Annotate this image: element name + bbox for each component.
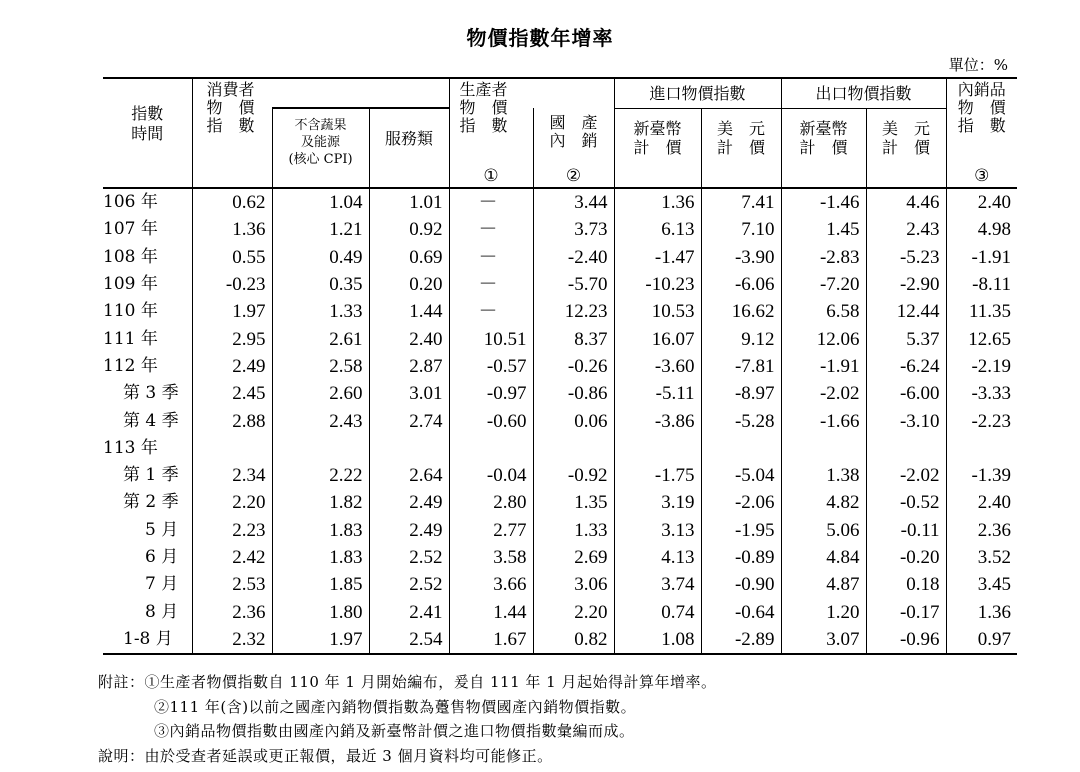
table-cell: -6.06 (701, 271, 781, 298)
table-cell: 2.40 (946, 188, 1017, 216)
table-row (103, 298, 1017, 325)
table-cell: 3.19 (614, 489, 701, 516)
ppi-footnote-mark: ① (449, 168, 533, 188)
table-row (103, 598, 1017, 625)
table-cell: -0.60 (449, 407, 533, 434)
table-cell: 2.69 (533, 544, 614, 571)
table-cell: 12.44 (866, 298, 946, 325)
table-cell: 1.36 (614, 188, 701, 216)
table-cell: 2.32 (192, 626, 272, 654)
row-label: 第 1 季 (123, 465, 179, 486)
table-cell: 2.61 (272, 325, 369, 352)
table-cell: 9.12 (701, 325, 781, 352)
table-cell: 2.60 (272, 380, 369, 407)
table-row (103, 216, 1017, 243)
header-import-usd: 美 元 計 價 (701, 108, 781, 168)
footnote-explanation: 說明：由於受查者延誤或更正報價，最近 3 個月資料均可能修正。 (98, 746, 553, 765)
table-cell: 3.07 (781, 626, 866, 654)
header-export: 出口物價指數 (781, 78, 946, 108)
table-cell: 0.97 (946, 626, 1017, 654)
table-cell (369, 435, 449, 462)
table-cell: － (449, 298, 533, 325)
table-row (103, 407, 1017, 434)
table-cell (946, 435, 1017, 462)
table-cell: 0.35 (272, 271, 369, 298)
table-cell: 1.85 (272, 571, 369, 598)
table-cell: － (449, 271, 533, 298)
row-label: 第 4 季 (123, 410, 179, 431)
table-cell: 1.97 (192, 298, 272, 325)
table-cell: 1.04 (272, 188, 369, 216)
table-cell: -1.46 (781, 188, 866, 216)
table-cell: 16.07 (614, 325, 701, 352)
table-cell: 8.37 (533, 325, 614, 352)
table-row (103, 462, 1017, 489)
table-cell: 2.64 (369, 462, 449, 489)
table-row (103, 380, 1017, 407)
header-cpi-service: 服務類 (369, 108, 449, 168)
row-label: 第 2 季 (123, 492, 179, 513)
table-cell: 2.40 (946, 489, 1017, 516)
table-cell: -0.11 (866, 517, 946, 544)
table-row (103, 188, 1017, 216)
table-cell: -2.02 (866, 462, 946, 489)
table-cell: 2.53 (192, 571, 272, 598)
row-label: 7 月 (145, 574, 179, 595)
table-cell: -10.23 (614, 271, 701, 298)
table-cell: 2.41 (369, 598, 449, 625)
table-cell: -0.04 (449, 462, 533, 489)
table-cell: -0.26 (533, 353, 614, 380)
table-row (103, 271, 1017, 298)
header-export-usd: 美 元 計 價 (866, 108, 946, 168)
table-cell: 1.80 (272, 598, 369, 625)
table-cell: 0.49 (272, 244, 369, 271)
row-label: 112 年 (103, 355, 158, 376)
header-domestic-sales: 內銷品 物 價 指 數 (946, 78, 1017, 168)
table-cell: -0.90 (701, 571, 781, 598)
table-cell: -1.95 (701, 517, 781, 544)
table-cell: 2.52 (369, 571, 449, 598)
table-cell: -3.33 (946, 380, 1017, 407)
header-time: 指數 時間 (131, 103, 164, 143)
table-cell: 4.87 (781, 571, 866, 598)
domestic-sales-footnote-mark: ③ (946, 168, 1017, 188)
table-cell: -2.02 (781, 380, 866, 407)
table-cell: -2.90 (866, 271, 946, 298)
table-row (103, 626, 1017, 654)
table-cell (449, 435, 533, 462)
row-label: 109 年 (103, 274, 158, 295)
table-cell: － (449, 216, 533, 243)
row-label: 8 月 (145, 601, 179, 622)
table-cell: 1.44 (449, 598, 533, 625)
table-cell: 11.35 (946, 298, 1017, 325)
table-cell: -3.90 (701, 244, 781, 271)
header-export-ntd: 新臺幣 計 價 (781, 108, 866, 168)
table-cell: 12.06 (781, 325, 866, 352)
table-cell: 1.45 (781, 216, 866, 243)
footnote-1: 附註：①生產者物價指數自 110 年 1 月開始編布，爰自 111 年 1 月起始得計算年增率。 (98, 673, 717, 691)
table-cell: 1.33 (533, 517, 614, 544)
table-cell: 4.82 (781, 489, 866, 516)
table-cell: 4.46 (866, 188, 946, 216)
table-cell: 3.73 (533, 216, 614, 243)
table-row (103, 325, 1017, 352)
table-body (103, 188, 1017, 654)
table-cell: -5.28 (701, 407, 781, 434)
table-cell: -2.06 (701, 489, 781, 516)
table-cell: -1.91 (946, 244, 1017, 271)
table-cell: -0.23 (192, 271, 272, 298)
table-cell: 2.95 (192, 325, 272, 352)
row-label: 第 3 季 (123, 383, 179, 404)
table-cell: 0.62 (192, 188, 272, 216)
table-cell: 0.82 (533, 626, 614, 654)
table-cell: -5.04 (701, 462, 781, 489)
table-cell: 3.01 (369, 380, 449, 407)
table-cell: 2.22 (272, 462, 369, 489)
table-cell: -8.11 (946, 271, 1017, 298)
table-cell: 2.88 (192, 407, 272, 434)
footnote-3: ③內銷品物價指數由國產內銷及新臺幣計價之進口物價指數彙編而成。 (154, 722, 635, 740)
table-cell: -6.24 (866, 353, 946, 380)
table-cell: 2.42 (192, 544, 272, 571)
table-cell: 1.83 (272, 544, 369, 571)
table-cell: -0.20 (866, 544, 946, 571)
table-cell: -8.97 (701, 380, 781, 407)
table-cell: -2.89 (701, 626, 781, 654)
row-label: 108 年 (103, 246, 158, 267)
table-cell: 7.41 (701, 188, 781, 216)
table-cell: 3.06 (533, 571, 614, 598)
header-cpi-core: 不含蔬果 及能源 (核心 CPI) (272, 108, 369, 168)
table-cell: -0.57 (449, 353, 533, 380)
table-cell: 3.52 (946, 544, 1017, 571)
table-cell: 4.13 (614, 544, 701, 571)
table-cell: 1.44 (369, 298, 449, 325)
table-cell: 7.10 (701, 216, 781, 243)
table-cell: 2.23 (192, 517, 272, 544)
row-label: 107 年 (103, 219, 158, 240)
table-cell: 3.45 (946, 571, 1017, 598)
table-cell: － (449, 188, 533, 216)
table-cell: -7.20 (781, 271, 866, 298)
table-cell: 1.83 (272, 517, 369, 544)
table-cell: 0.18 (866, 571, 946, 598)
table-cell: 1.97 (272, 626, 369, 654)
domestic-footnote-mark: ② (533, 168, 614, 188)
table-cell: 2.40 (369, 325, 449, 352)
table-cell: 1.08 (614, 626, 701, 654)
table-cell: 4.84 (781, 544, 866, 571)
table-cell: -0.86 (533, 380, 614, 407)
table-cell (701, 435, 781, 462)
table-cell: 1.82 (272, 489, 369, 516)
table-cell: 2.80 (449, 489, 533, 516)
table-cell: 1.20 (781, 598, 866, 625)
table-cell: 0.20 (369, 271, 449, 298)
row-label: 111 年 (103, 328, 158, 349)
table-row (103, 435, 1017, 462)
table-cell: 3.66 (449, 571, 533, 598)
table-cell: 3.13 (614, 517, 701, 544)
table-cell: 2.20 (192, 489, 272, 516)
header-ppi: 生產者 物 價 指 數 (449, 78, 533, 168)
row-label: 113 年 (103, 437, 158, 458)
table-cell: -0.89 (701, 544, 781, 571)
table-cell: 2.43 (866, 216, 946, 243)
table-cell: 3.58 (449, 544, 533, 571)
footnote-2: ②111 年(含)以前之國產內銷物價指數為躉售物價國產內銷物價指數。 (154, 697, 637, 716)
table-row (103, 489, 1017, 516)
table-cell: -0.96 (866, 626, 946, 654)
table-cell: 6.13 (614, 216, 701, 243)
table-cell: 2.54 (369, 626, 449, 654)
table-cell: 0.74 (614, 598, 701, 625)
table-cell: -0.52 (866, 489, 946, 516)
table-cell: 2.49 (192, 353, 272, 380)
unit-label: 單位：% (948, 56, 1008, 74)
table-cell: 1.01 (369, 188, 449, 216)
table-cell: -5.70 (533, 271, 614, 298)
table-cell: 0.55 (192, 244, 272, 271)
row-label: 5 月 (145, 519, 179, 540)
table-cell: － (449, 244, 533, 271)
page-title: 物價指數年增率 (466, 26, 614, 50)
table-cell: -1.39 (946, 462, 1017, 489)
row-label: 1-8 月 (103, 626, 192, 654)
table-cell: -3.86 (614, 407, 701, 434)
table-cell: 1.36 (946, 598, 1017, 625)
table-cell: 1.21 (272, 216, 369, 243)
table-cell: 0.69 (369, 244, 449, 271)
table-cell: -5.11 (614, 380, 701, 407)
table-cell: -6.00 (866, 380, 946, 407)
table-cell: 6.58 (781, 298, 866, 325)
header-import: 進口物價指數 (614, 78, 781, 108)
table-cell: 5.06 (781, 517, 866, 544)
table-cell: 1.36 (192, 216, 272, 243)
table-cell: 10.53 (614, 298, 701, 325)
price-index-table (103, 77, 1017, 655)
table-cell: -5.23 (866, 244, 946, 271)
table-cell: -1.66 (781, 407, 866, 434)
table-cell: 3.74 (614, 571, 701, 598)
table-cell: 1.35 (533, 489, 614, 516)
row-label: 110 年 (103, 301, 158, 322)
table-cell (533, 435, 614, 462)
table-cell (192, 435, 272, 462)
table-cell: 2.36 (946, 517, 1017, 544)
table-cell: 1.33 (272, 298, 369, 325)
table-cell: 3.44 (533, 188, 614, 216)
table-cell (866, 435, 946, 462)
table-cell: -0.17 (866, 598, 946, 625)
table-cell: -2.83 (781, 244, 866, 271)
table-cell: 1.67 (449, 626, 533, 654)
table-cell: 0.92 (369, 216, 449, 243)
table-cell: -3.10 (866, 407, 946, 434)
table-row (103, 544, 1017, 571)
table-cell (614, 435, 701, 462)
table-cell: -2.19 (946, 353, 1017, 380)
table-cell: -7.81 (701, 353, 781, 380)
table-cell: 2.52 (369, 544, 449, 571)
table-cell: 12.65 (946, 325, 1017, 352)
table-cell: 4.98 (946, 216, 1017, 243)
table-cell: 2.49 (369, 517, 449, 544)
footnotes (98, 670, 717, 768)
table-cell: -1.75 (614, 462, 701, 489)
table-cell: 2.45 (192, 380, 272, 407)
table-cell: 5.37 (866, 325, 946, 352)
table-row (103, 353, 1017, 380)
header-import-ntd: 新臺幣 計 價 (614, 108, 701, 168)
row-label: 6 月 (145, 547, 179, 567)
table-cell: 2.87 (369, 353, 449, 380)
table-cell (781, 435, 866, 462)
table-cell: -0.64 (701, 598, 781, 625)
table-cell: 1.38 (781, 462, 866, 489)
table-row (103, 571, 1017, 598)
table-row (103, 244, 1017, 271)
table-row (103, 517, 1017, 544)
row-label: 106 年 (103, 192, 158, 213)
table-cell: 16.62 (701, 298, 781, 325)
table-cell: -0.92 (533, 462, 614, 489)
table-cell: -2.23 (946, 407, 1017, 434)
table-cell: -3.60 (614, 353, 701, 380)
table-cell: 12.23 (533, 298, 614, 325)
table-cell: 2.43 (272, 407, 369, 434)
table-cell: -2.40 (533, 244, 614, 271)
header-cpi: 消費者 物 價 指 數 (192, 78, 272, 168)
table-cell: 0.06 (533, 407, 614, 434)
table-cell: -1.47 (614, 244, 701, 271)
table-cell: 2.36 (192, 598, 272, 625)
table-cell: 2.49 (369, 489, 449, 516)
table-cell: 2.34 (192, 462, 272, 489)
table-cell: 2.58 (272, 353, 369, 380)
table-cell (272, 435, 369, 462)
table-cell: 10.51 (449, 325, 533, 352)
table-cell: 2.74 (369, 407, 449, 434)
table-cell: -0.97 (449, 380, 533, 407)
header-domestic: 國 產 內 銷 (533, 108, 614, 168)
table-cell: -1.91 (781, 353, 866, 380)
table-cell: 2.77 (449, 517, 533, 544)
table-cell: 2.20 (533, 598, 614, 625)
